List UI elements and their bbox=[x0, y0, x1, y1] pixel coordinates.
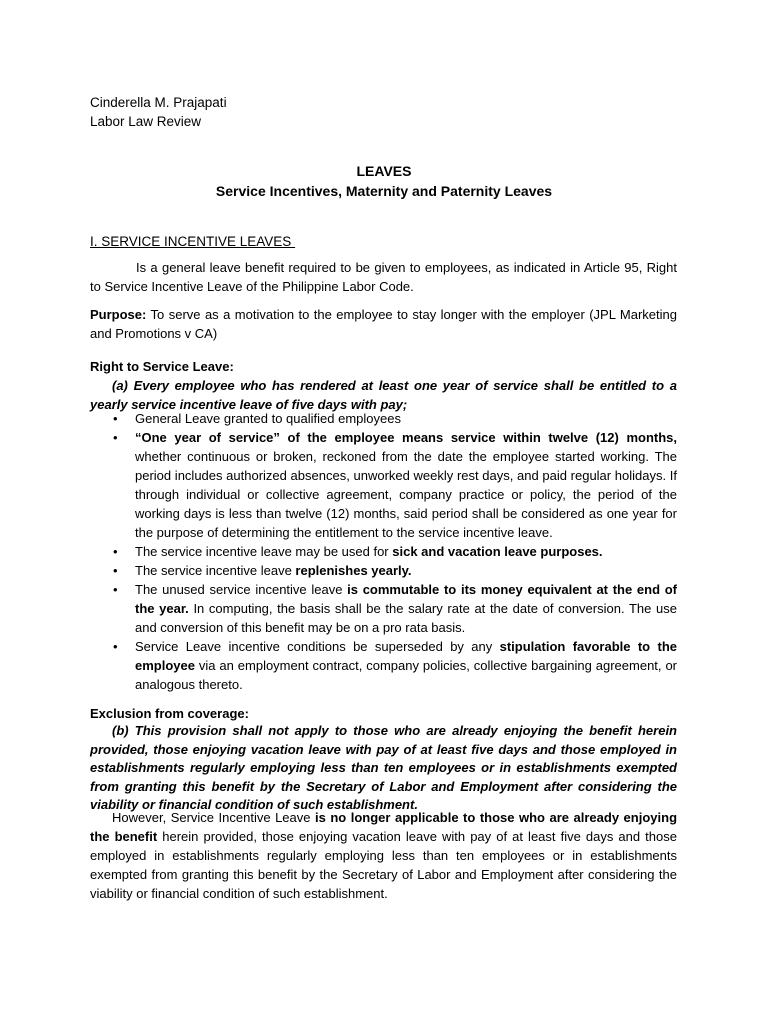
bullet-icon: • bbox=[113, 430, 118, 445]
however-bold-text: is no longer applicable to those who are already enjoying the benefit bbox=[90, 810, 678, 844]
list-item bbox=[90, 409, 677, 428]
list-item bbox=[90, 580, 677, 637]
exclusion-label: Exclusion from coverage: bbox=[90, 706, 249, 721]
list-item bbox=[90, 428, 677, 542]
document-title-block bbox=[0, 161, 768, 201]
document-title: LEAVES bbox=[356, 163, 412, 179]
bullet-icon: • bbox=[113, 563, 118, 578]
however-text: However, Service Incentive Leave bbox=[112, 810, 316, 825]
however-text: herein provided, those enjoying vacation leave with pay of at least five days and those employed in establishments regularly employing less than ten employees or in establishments exempted from granting this benefit by the Secretary of Labor and Employment after considering the viability or financial condition of such establishment. bbox=[90, 829, 677, 901]
list-item bbox=[90, 637, 677, 694]
section-heading-service-incentive-leaves: I. SERVICE INCENTIVE LEAVES bbox=[90, 234, 296, 249]
intro-paragraph bbox=[90, 258, 677, 296]
bullet-icon: • bbox=[113, 639, 118, 654]
purpose-label: Purpose: bbox=[90, 307, 147, 322]
intro-text: Is a general leave benefit required to be given to employees, as indicated in Article 95, Right to Service Incentive Leave of the Philippine Labor Code. bbox=[90, 260, 677, 294]
author-name: Cinderella M. Prajapati bbox=[90, 95, 227, 110]
bullet-text: whether continuous or broken, reckoned from the date the employee started working. The period includes authorized absences, unworked weekly rest days, and paid regular holidays. If through individual or collective agreement, company practice or policy, the period of the working days is less than twelve (12) months, said period shall be considered as one year for the purpose of determining the entitlement to the service incentive leave. bbox=[135, 449, 677, 540]
bullet-bold-text: is commutable to its money equivalent at the end of the year. bbox=[135, 582, 677, 616]
bullet-bold-text: replenishes yearly. bbox=[295, 563, 412, 578]
bullet-text: The service incentive leave may be used for bbox=[135, 544, 393, 559]
bullet-text: via an employment contract, company policies, collective bargaining agreement, or analogous thereto. bbox=[135, 658, 677, 692]
bullet-bold-text: stipulation favorable to the employee bbox=[135, 639, 677, 673]
right-to-service-leave-label: Right to Service Leave: bbox=[90, 359, 234, 374]
bullet-text: General Leave granted to qualified employees bbox=[135, 411, 401, 426]
course-name: Labor Law Review bbox=[90, 114, 202, 129]
purpose-text: To serve as a motivation to the employee to stay longer with the employer (JPL Marketing and Promotions v CA) bbox=[90, 307, 677, 341]
bullet-text: Service Leave incentive conditions be superseded by any bbox=[135, 639, 500, 654]
right-provision: (a) Every employee who has rendered at least one year of service shall be entitled to a yearly service incentive leave of five days with pay; bbox=[90, 378, 677, 412]
author-block bbox=[90, 93, 227, 131]
exclusion-provision: (b) This provision shall not apply to those who are already enjoying the benefit herein provided, those enjoying vacation leave with pay of at least five days and those employed in establishments regularly employing less than ten employees or in establishments exempted from granting this benefit by the Secretary of Labor and Employment after considering the viability or financial condition of such establishment. bbox=[90, 723, 677, 812]
bullet-icon: • bbox=[113, 582, 118, 597]
bullet-icon: • bbox=[113, 411, 118, 426]
list-item bbox=[90, 542, 677, 561]
document-subtitle: Service Incentives, Maternity and Paternity Leaves bbox=[215, 183, 553, 199]
however-paragraph bbox=[90, 808, 677, 903]
list-item bbox=[90, 561, 677, 580]
bullet-bold-text: “One year of service” of the employee means service within twelve (12) months, bbox=[135, 430, 677, 445]
bullet-bold-text: sick and vacation leave purposes. bbox=[392, 544, 603, 559]
bullet-text: In computing, the basis shall be the salary rate at the date of conversion. The use and conversion of this benefit may be on a pro rata basis. bbox=[135, 601, 677, 635]
bullet-icon: • bbox=[113, 544, 118, 559]
bullet-text: The unused service incentive leave bbox=[135, 582, 348, 597]
purpose-paragraph bbox=[90, 305, 677, 343]
bullet-text: The service incentive leave bbox=[135, 563, 296, 578]
right-bullet-list bbox=[90, 409, 677, 694]
